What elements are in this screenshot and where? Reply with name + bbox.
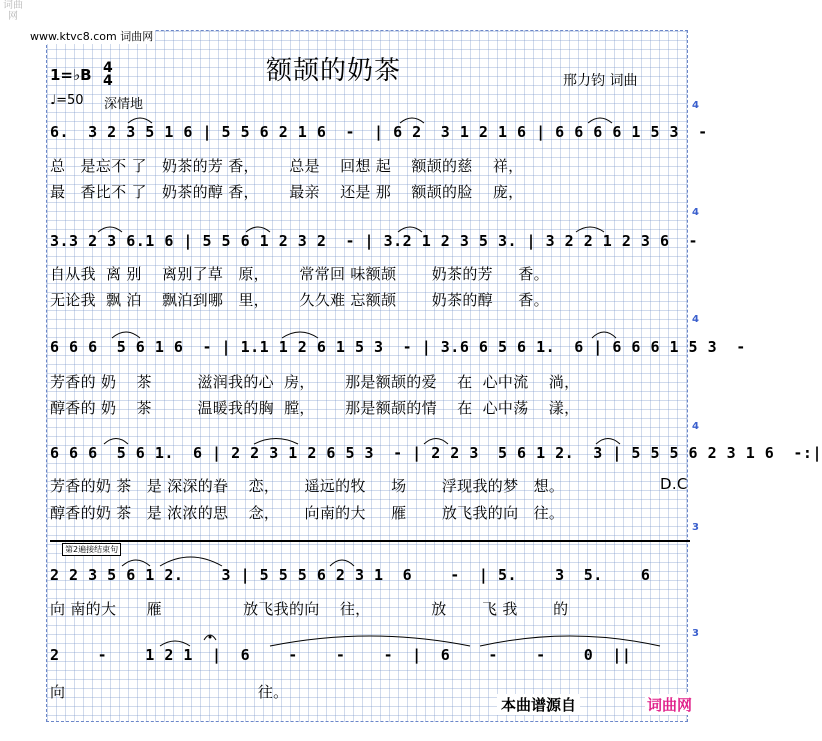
slur xyxy=(400,118,424,123)
time-signature: 4 4 xyxy=(103,60,113,89)
slur xyxy=(128,118,152,123)
music-line-5: 2 2 3 5 6 1 2. 3 | 5 5 5 6 2 3 1 6 - | 5. 3 5. 6 xyxy=(50,566,651,584)
repeat-marker: 4 xyxy=(692,314,699,325)
site-logo: 词曲网 xyxy=(647,696,693,714)
slur xyxy=(112,332,140,338)
slur xyxy=(98,227,122,232)
slur xyxy=(330,560,354,566)
site-url: www.ktvc8.com 词曲网 xyxy=(30,30,154,43)
music-line-1: 6. 3 2 3 5 1 6 | 5 5 6 2 1 6 - | 6 2 3 1 2 1 6 | 6 6 6 6 1 5 3 - xyxy=(50,123,708,141)
ending-label: 第2遍接结束句 xyxy=(62,543,121,556)
music-line-4: 6 6 6 5 6 1. 6 | 2 2 3 1 2 6 5 3 - | 2 2 3 5 6 1 2. 3 | 5 5 5 6 2 3 1 6 -:| xyxy=(50,444,822,462)
tempo-mark: ♩=50 xyxy=(50,93,84,108)
slur xyxy=(424,439,448,445)
repeat-marker: 4 xyxy=(692,421,699,432)
key-signature: 1=♭B xyxy=(50,66,92,84)
lyrics-line-4b: 醇香的奶 茶 是 浓浓的思 念， 向南的大 雁 放飞我的向 往。 xyxy=(50,504,565,522)
lyrics-line-2b: 无论我 飘 泊 飘泊到哪 里， 久久难 忘额颉 奶茶的醇 香。 xyxy=(50,291,549,309)
lyrics-line-1b: 最 香比不 了 奶茶的醇 香， 最亲 还是 那 额颉的脸 庞， xyxy=(50,183,524,201)
slur xyxy=(576,227,604,232)
lyrics-line-2a: 自从我 离 别 离别了草 原， 常常回 味额颉 奶茶的芳 香。 xyxy=(50,265,549,283)
music-line-2: 3.3 2 3 6.1 6 | 5 5 6 1 2 3 2 - | 3.2 1 2 3 5 3. | 3 2 2 1 2 3 6 - xyxy=(50,232,699,250)
side-watermark-left: 词曲网 xyxy=(3,0,23,22)
slur xyxy=(254,439,298,445)
repeat-marker: 4 xyxy=(692,207,699,218)
source-label: 本曲谱源自 xyxy=(497,694,580,715)
slur xyxy=(160,641,190,646)
lyrics-line-3a: 芳香的 奶 茶 滋润我的心 房， 那是额颉的爱 在 心中流 淌， xyxy=(50,373,580,391)
repeat-marker: 3 xyxy=(692,628,699,639)
slur xyxy=(398,227,422,232)
slur xyxy=(160,557,222,566)
lyrics-line-5: 向 南的大 雁 放飞我的向 往， 放 飞 我 的 xyxy=(50,600,569,618)
song-title: 额颉的奶茶 xyxy=(266,56,402,86)
slur xyxy=(122,560,150,566)
slur xyxy=(270,636,470,646)
lyricist: 邢力钧 词曲 xyxy=(563,73,638,89)
slur xyxy=(282,332,318,338)
slur xyxy=(592,332,616,338)
music-line-3: 6 6 6 5 6 1 6 - | 1.1 1 2 6 1 5 3 - | 3.6 6 5 6 1. 6 | 6 6 6 1 5 3 - xyxy=(50,338,746,356)
slur xyxy=(246,227,270,232)
lyrics-line-3b: 醇香的 奶 茶 温暖我的胸 膛， 那是额颉的情 在 心中荡 漾， xyxy=(50,399,580,417)
lyrics-line-6: 向 往。 xyxy=(50,683,289,701)
slur xyxy=(104,439,128,445)
fermata-dot xyxy=(209,636,212,639)
expression-mark: 深情地 xyxy=(104,97,144,112)
repeat-marker: 4 xyxy=(692,100,699,111)
slur xyxy=(596,439,620,445)
dc-mark: D.C xyxy=(660,475,688,493)
repeat-marker: 3 xyxy=(692,522,699,533)
lyrics-line-1a: 总 是忘不 了 奶茶的芳 香， 总是 回想 起 额颉的慈 祥， xyxy=(50,157,524,175)
music-line-6: 2 - 1 2 1 | 6 - - - | 6 - - 0 || xyxy=(50,646,632,664)
slur xyxy=(480,636,660,646)
lyrics-line-4a: 芳香的奶 茶 是 深深的眷 恋， 遥远的牧 场 浮现我的梦 想。 xyxy=(50,477,565,495)
slur xyxy=(588,118,612,123)
